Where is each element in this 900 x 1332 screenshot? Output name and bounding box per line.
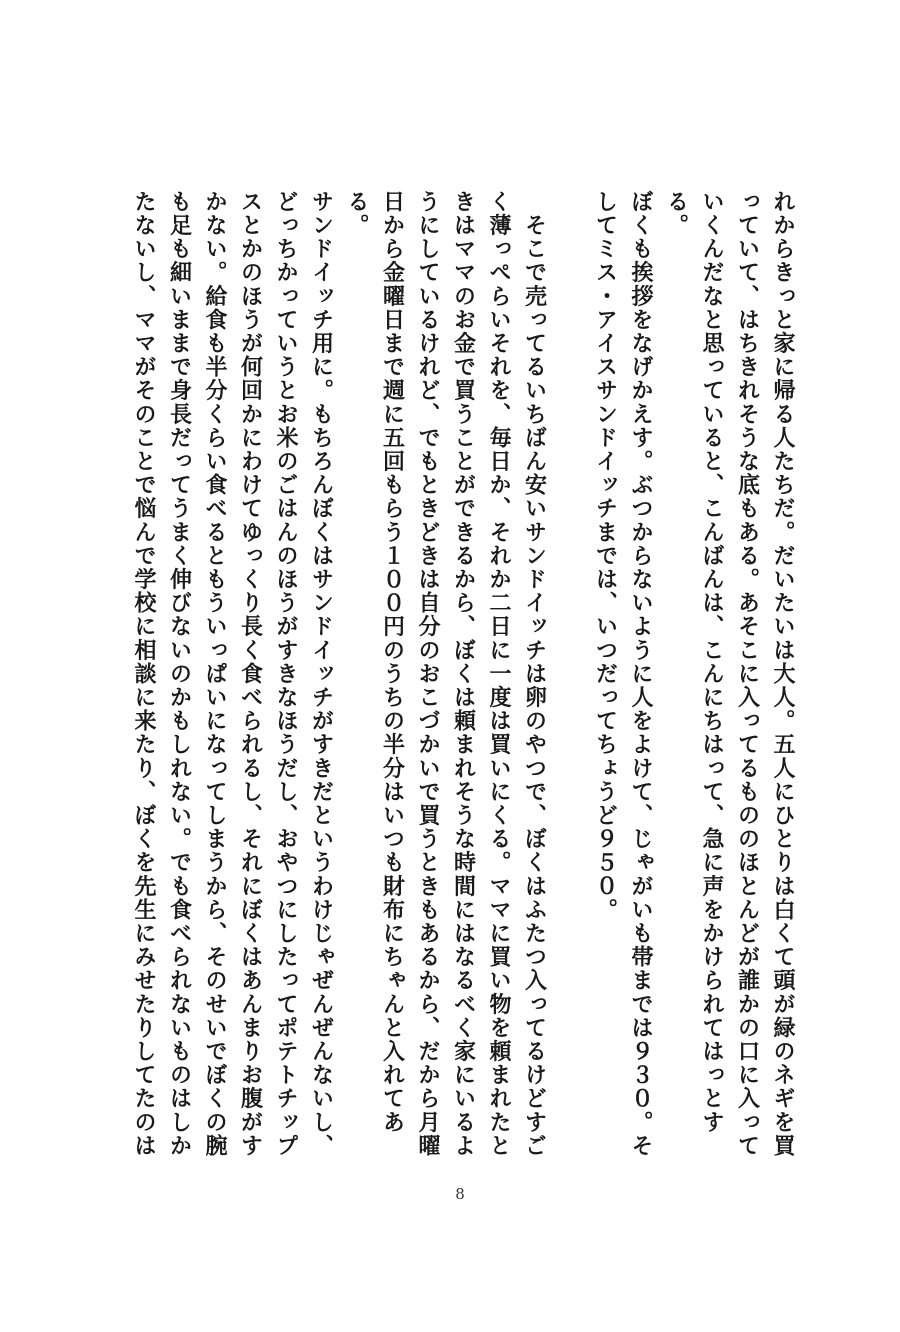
page-number: 8 xyxy=(455,1185,465,1203)
paragraph-gap xyxy=(552,190,588,1160)
vertical-text-body xyxy=(80,190,800,1160)
paragraph-sandwich: そこで売ってるいちばん安いサンドイッチは卵のやつで、ぼくはふたつ入ってるけどすご く薄っぺらいそれを、毎日か、それか二日に一度は買いにくる。ママに買い物を頼まれたと きはママのお金で買うことができるから、ぼくは頼まれそうな時間にはなるべく家にいるよ うにしているけれど、でもときどきは自分のおこづかいで買うときもあるから、だから月曜 日から金曜日まで週に五回もらう１００円のうちの半分はいつも財布にちゃんと入れてある。 サンドイッチ用に。もちろんぼくはサンドイッチがすきだというわけじゃぜんぜんないし、 どっちかっていうとお米のごはんのほうがすきなほうだし、おやつにしたってポテトチップ スとかのほうが何回かにわけてゆっくり長く食べられるし、それにぼくはあんまりお腹がす かない。給食も半分くらい食べるともういっぱいになってしまうから、そのせいでぼくの腕 も足も細いままで身長だってうまく伸びないのかもしれない。でも食べられないものはしか たないし、ママがそのことで悩んで学校に相談に来たり、ぼくを先生にみせたりしてたのは xyxy=(131,190,548,1158)
paragraph-continuation: れからきっと家に帰る人たちだ。だいたいは大人。五人にひとりは白くて頭が緑のネギを買 っていて、はちきれそうな底もある。あそこに入ってるもののほとんどが誰かの口に入って いくんだなと思っていると、こんばんは、こんにちはって、急に声をかけられてはっとする。 ぼくも挨拶をなげかえす。ぶつからないように人をよけて、じゃがいも帯までは９３０。そ してミス・アイスサンドイッチまでは、いつだってちょうど９５０。 xyxy=(592,190,796,1158)
